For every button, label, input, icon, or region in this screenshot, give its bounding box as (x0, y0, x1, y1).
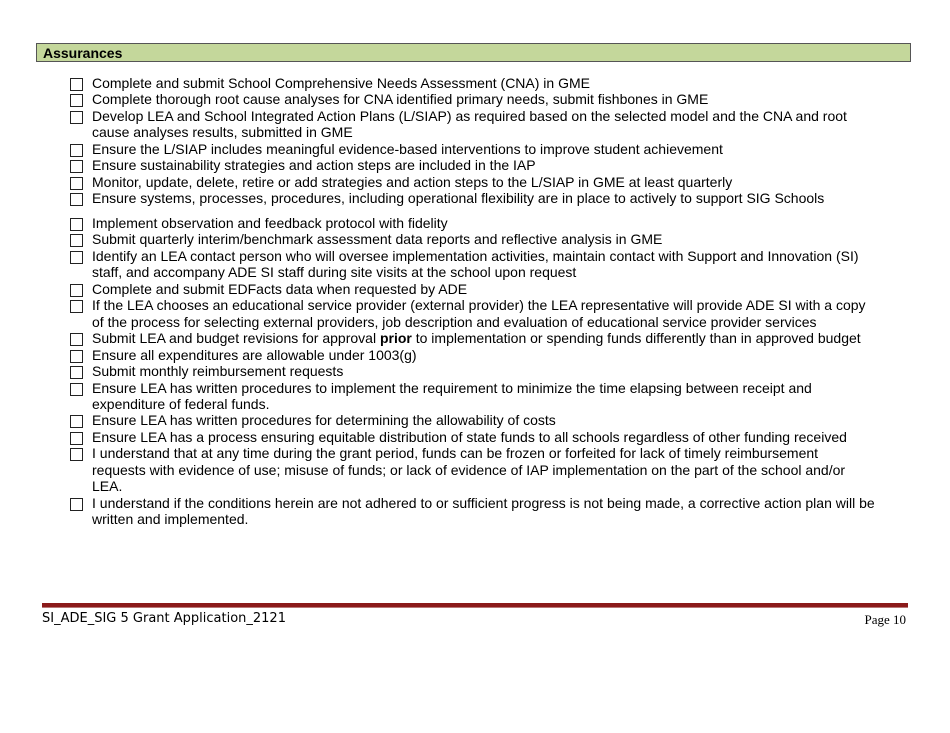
list-item-text: Ensure LEA has written procedures for determining the allowability of costs (92, 412, 556, 429)
list-item-text-part: Submit LEA and budget revisions for approval (92, 330, 380, 347)
footer-page-number: Page 10 (864, 612, 906, 627)
checkbox[interactable] (70, 333, 83, 346)
checkbox[interactable] (70, 415, 83, 428)
list-item (70, 141, 875, 157)
list-item-text: Ensure LEA has a process ensuring equitable distribution of state funds to all schools regardless of other funding received (92, 428, 847, 445)
checkbox[interactable] (70, 177, 83, 190)
list-item (70, 412, 875, 428)
list-item (70, 495, 875, 528)
checkbox[interactable] (70, 383, 83, 396)
footer-rule-thin (42, 607, 908, 608)
list-item-text: If the LEA chooses an educational service provider (external provider) the LEA representative will provide ADE SI with a copy of the process for selecting external providers, job description and evaluation of educational service provider services (92, 297, 866, 330)
list-item (70, 347, 875, 363)
list-item-text: Complete thorough root cause analyses for CNA identified primary needs, submit fishbones in GME (92, 91, 709, 108)
list-item-text: Submit monthly reimbursement requests (92, 363, 344, 380)
checkbox[interactable] (70, 300, 83, 313)
list-item (70, 75, 875, 91)
list-item (70, 445, 875, 494)
assurance-list-1 (70, 75, 875, 207)
footer-document-name: SI_ADE_SIG 5 Grant Application_2121 (42, 611, 286, 626)
list-item-text: Develop LEA and School Integrated Action Plans (L/SIAP) as required based on the selected model and the CNA and root cause analyses results, submitted in GME (92, 107, 847, 141)
checkbox[interactable] (70, 498, 83, 511)
list-item-text: Identify an LEA contact person who will oversee implementation activities, maintain contact with Support and Innovation (SI) staff, and accompany ADE SI staff during site visits at the school upon request (92, 247, 859, 281)
checkbox[interactable] (70, 193, 83, 206)
checkbox[interactable] (70, 94, 83, 107)
list-item-text: Submit quarterly interim/benchmark assessment data reports and reflective analysis in GME (92, 231, 663, 248)
list-item (70, 157, 875, 173)
list-item (70, 190, 875, 206)
list-item-text: Monitor, update, delete, retire or add strategies and action steps to the L/SIAP in GME at least quarterly (92, 173, 733, 190)
list-item (70, 380, 875, 413)
checkbox[interactable] (70, 350, 83, 363)
list-item-text: Complete and submit School Comprehensive Needs Assessment (CNA) in GME (92, 75, 590, 91)
section-title: Assurances (43, 44, 123, 61)
checkbox[interactable] (70, 432, 83, 445)
list-item-text: Ensure LEA has written procedures to implement the requirement to minimize the time elapsing between receipt and expenditure of federal funds. (92, 379, 812, 412)
assurance-list-2 (70, 215, 875, 528)
list-item (70, 231, 875, 247)
checkbox[interactable] (70, 78, 83, 91)
list-item-text: I understand that at any time during the grant period, funds can be frozen or forfeited for lack of timely reimbursement requests with evidence of use; misuse of funds; or lack of evidence of IAP implementation on the part of the school and/or LEA. (92, 445, 846, 495)
list-item-text: Ensure all expenditures are allowable under 1003(g) (92, 346, 417, 363)
list-item-text: Ensure the L/SIAP includes meaningful evidence-based interventions to improve student achievement (92, 140, 723, 157)
list-item-text: I understand if the conditions herein are not adhered to or sufficient progress is not being made, a corrective action plan will be written and implemented. (92, 494, 875, 528)
list-item-text: Ensure sustainability strategies and action steps are included in the IAP (92, 157, 536, 174)
checkbox[interactable] (70, 448, 83, 461)
list-item-text-part: to implementation or spending funds differently than in approved budget (411, 330, 861, 347)
list-item (70, 248, 875, 281)
checkbox[interactable] (70, 160, 83, 173)
list-item-text: Complete and submit EDFacts data when requested by ADE (92, 280, 468, 297)
list-item (70, 108, 875, 141)
checkbox[interactable] (70, 111, 83, 124)
list-item (70, 363, 875, 379)
list-item (70, 281, 875, 297)
list-item-text: Implement observation and feedback protocol with fidelity (92, 215, 448, 231)
emphasis-prior: prior (379, 330, 412, 347)
checkbox[interactable] (70, 144, 83, 157)
list-item (70, 91, 875, 107)
checkbox[interactable] (70, 284, 83, 297)
list-item (70, 215, 875, 231)
list-item-text: Ensure systems, processes, procedures, including operational flexibility are in place to actively to support SIG Schools (92, 190, 825, 207)
checkbox[interactable] (70, 218, 83, 231)
list-item (70, 174, 875, 190)
checkbox[interactable] (70, 251, 83, 264)
list-item-text (92, 330, 875, 346)
list-item (70, 429, 875, 445)
list-item (70, 330, 875, 346)
checkbox[interactable] (70, 366, 83, 379)
section-header (36, 43, 911, 62)
checkbox[interactable] (70, 234, 83, 247)
list-item (70, 297, 875, 330)
